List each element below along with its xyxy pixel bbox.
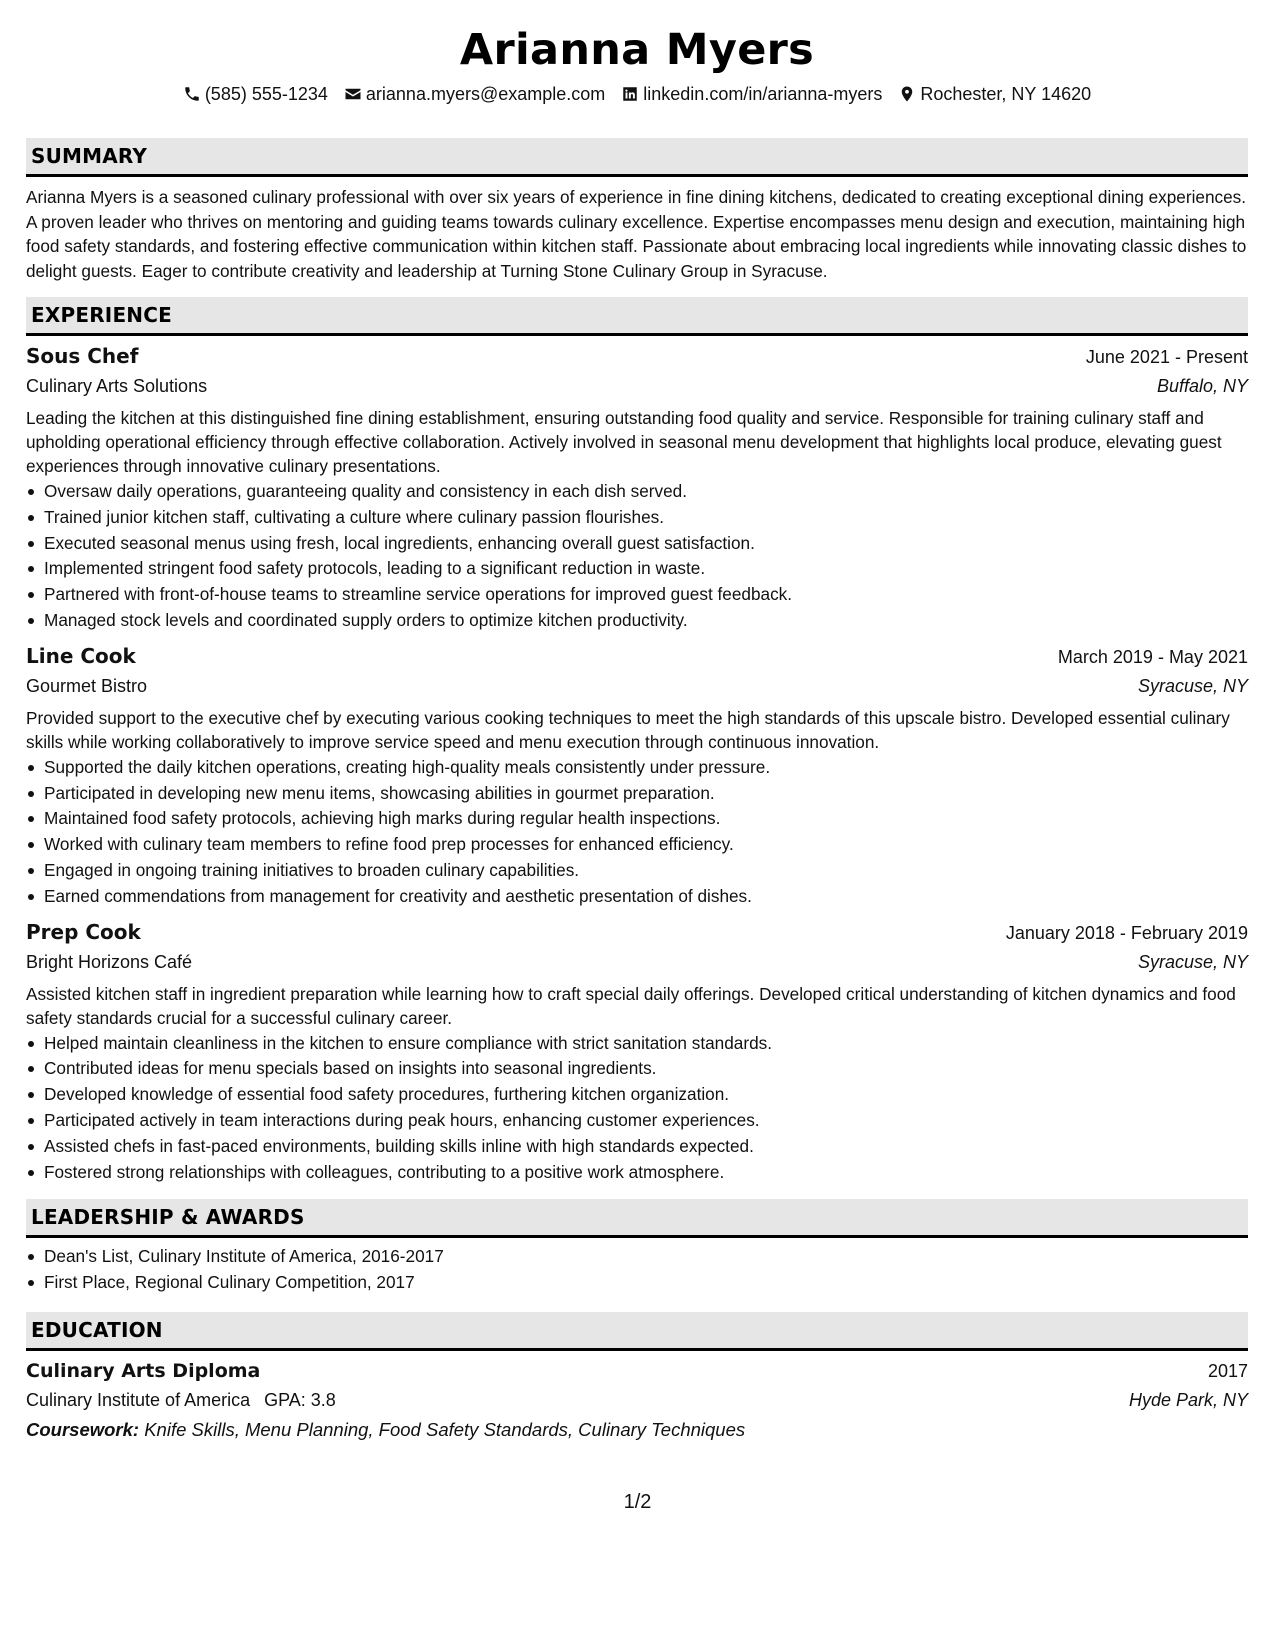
- list-item: Maintained food safety protocols, achieving high marks during regular health inspections.: [26, 806, 1248, 832]
- summary-text: Arianna Myers is a seasoned culinary professional with over six years of experience in fine dining kitchens, dedicated to creating exceptional dining experiences. A proven leader who thrives on mentoring and guiding teams towards culinary excellence. Expertise encompasses menu design and execution, maintaining high food safety standards, and fostering effective communication within kitchen staff. Passionate about embracing local ingredients while innovating classic dishes to delight guests. Eager to contribute creativity and leadership at Turning Stone Culinary Group in Syracuse.: [26, 187, 1247, 281]
- education-heading-bar: [26, 1312, 1248, 1351]
- school-location: Hyde Park, NY: [1128, 1389, 1248, 1410]
- job-title-row: [26, 642, 1248, 671]
- list-item: Developed knowledge of essential food safety procedures, furthering kitchen organization.: [26, 1082, 1248, 1108]
- envelope-icon: [344, 85, 362, 103]
- list-item: Engaged in ongoing training initiatives to broaden culinary capabilities.: [26, 858, 1248, 884]
- summary-section: [26, 138, 1248, 283]
- list-item: Fostered strong relationships with colleagues, contributing to a positive work atmosphere.: [26, 1160, 1248, 1186]
- list-item: Assisted chefs in fast-paced environments, building skills inline with high standards expected.: [26, 1134, 1248, 1160]
- job-location: Syracuse, NY: [1137, 675, 1248, 696]
- education-heading: EDUCATION: [31, 1317, 163, 1342]
- job-title: Prep Cook: [26, 919, 141, 944]
- list-item: Contributed ideas for menu specials based on insights into seasonal ingredients.: [26, 1056, 1248, 1082]
- list-item: Worked with culinary team members to refine food prep processes for enhanced efficiency.: [26, 832, 1248, 858]
- phone-icon: [183, 85, 201, 103]
- contact-linkedin[interactable]: [621, 82, 882, 106]
- job-location: Syracuse, NY: [1137, 951, 1248, 972]
- contact-phone: [183, 82, 328, 106]
- contact-location: [898, 82, 1091, 106]
- job-bullets: [26, 479, 1248, 634]
- linkedin-link[interactable]: linkedin.com/in/arianna-myers: [643, 84, 883, 104]
- awards-heading: LEADERSHIP & AWARDS: [31, 1205, 305, 1230]
- coursework-label: Coursework:: [26, 1418, 140, 1440]
- job-entry: [26, 642, 1248, 910]
- job-org-row: [26, 671, 1248, 701]
- list-item: Earned commendations from management for creativity and aesthetic presentation of dishes.: [26, 884, 1248, 910]
- contact-email[interactable]: [344, 82, 605, 106]
- education-entry: [26, 1357, 1248, 1445]
- school-row: [26, 1385, 1248, 1415]
- email-link[interactable]: arianna.myers@example.com: [365, 84, 606, 104]
- job-bullets: [26, 1031, 1248, 1186]
- list-item: Implemented stringent food safety protocols, leading to a significant reduction in waste.: [26, 556, 1248, 582]
- location-text: Rochester, NY 14620: [920, 84, 1092, 104]
- job-description: Leading the kitchen at this distinguished fine dining establishment, ensuring outstanding food quality and service. Responsible for training culinary staff and upholding operational efficiency through effective collaboration. Actively involved in seasonal menu development that highlights local produce, elevating guest experiences through innovative culinary presentations.: [26, 408, 1222, 476]
- school-line: [26, 1385, 336, 1415]
- resume-page: [26, 0, 1248, 1650]
- education-section: [26, 1312, 1248, 1445]
- list-item: Executed seasonal menus using fresh, local ingredients, enhancing overall guest satisfaction.: [26, 531, 1248, 557]
- contact-bar: [26, 82, 1248, 106]
- school-name: Culinary Institute of America: [26, 1389, 251, 1410]
- job-dates: June 2021 - Present: [1085, 347, 1248, 367]
- experience-heading: EXPERIENCE: [31, 303, 172, 327]
- job-description: Provided support to the executive chef by executing various cooking techniques to meet the high standards of this upscale bistro. Developed essential culinary skills while working collaboratively to improve service speed and menu execution through continuous innovation.: [26, 707, 1230, 752]
- graduation-year: 2017: [1207, 1360, 1248, 1381]
- coursework-line: [26, 1415, 1248, 1445]
- degree-row: [26, 1357, 1248, 1385]
- summary-heading-bar: [26, 138, 1248, 177]
- list-item: Partnered with front-of-house teams to streamline service operations for improved guest feedback.: [26, 582, 1248, 608]
- page-number: 1/2: [623, 1491, 652, 1513]
- job-organization: Gourmet Bistro: [26, 675, 148, 696]
- list-item: Managed stock levels and coordinated supply orders to optimize kitchen productivity.: [26, 608, 1248, 634]
- list-item: First Place, Regional Culinary Competition, 2017: [26, 1270, 1248, 1296]
- job-title: Sous Chef: [26, 344, 139, 368]
- job-organization: Bright Horizons Café: [26, 951, 193, 972]
- job-organization: Culinary Arts Solutions: [26, 376, 208, 396]
- summary-heading: SUMMARY: [31, 144, 148, 168]
- job-location: Buffalo, NY: [1156, 376, 1248, 396]
- awards-heading-bar: [26, 1199, 1248, 1238]
- job-title: Line Cook: [26, 643, 136, 668]
- coursework-list: Knife Skills, Menu Planning, Food Safety Standards, Culinary Techniques: [144, 1418, 746, 1440]
- gpa: GPA: 3.8: [264, 1389, 336, 1410]
- job-org-row: [26, 371, 1248, 401]
- list-item: Dean's List, Culinary Institute of America, 2016-2017: [26, 1244, 1248, 1270]
- linkedin-icon: [621, 85, 639, 103]
- job-title-row: [26, 342, 1248, 371]
- list-item: Supported the daily kitchen operations, creating high-quality meals consistently under pressure.: [26, 755, 1248, 781]
- list-item: Trained junior kitchen staff, cultivating a culture where culinary passion flourishes.: [26, 505, 1248, 531]
- phone-text: (585) 555-1234: [204, 84, 328, 104]
- job-entry: [26, 918, 1248, 1186]
- awards-list: [26, 1244, 1248, 1296]
- map-pin-icon: [898, 85, 916, 103]
- candidate-name: Arianna Myers: [459, 25, 815, 75]
- list-item: Participated in developing new menu items, showcasing abilities in gourmet preparation.: [26, 781, 1248, 807]
- job-dates: March 2019 - May 2021: [1057, 646, 1248, 667]
- job-entry: [26, 342, 1248, 634]
- list-item: Helped maintain cleanliness in the kitchen to ensure compliance with strict sanitation standards.: [26, 1031, 1248, 1057]
- list-item: Participated actively in team interactions during peak hours, enhancing customer experiences.: [26, 1108, 1248, 1134]
- job-dates: January 2018 - February 2019: [1005, 922, 1248, 943]
- resume-header: [26, 0, 1248, 106]
- job-title-row: [26, 918, 1248, 947]
- awards-section: [26, 1199, 1248, 1296]
- degree-title: Culinary Arts Diploma: [26, 1359, 261, 1382]
- experience-heading-bar: [26, 297, 1248, 336]
- list-item: Oversaw daily operations, guaranteeing quality and consistency in each dish served.: [26, 479, 1248, 505]
- job-description: Assisted kitchen staff in ingredient preparation while learning how to craft special daily offerings. Developed critical understanding of kitchen dynamics and food safety standards crucial for a successful culinary career.: [26, 983, 1236, 1028]
- job-org-row: [26, 947, 1248, 977]
- experience-section: [26, 297, 1248, 1185]
- job-bullets: [26, 755, 1248, 910]
